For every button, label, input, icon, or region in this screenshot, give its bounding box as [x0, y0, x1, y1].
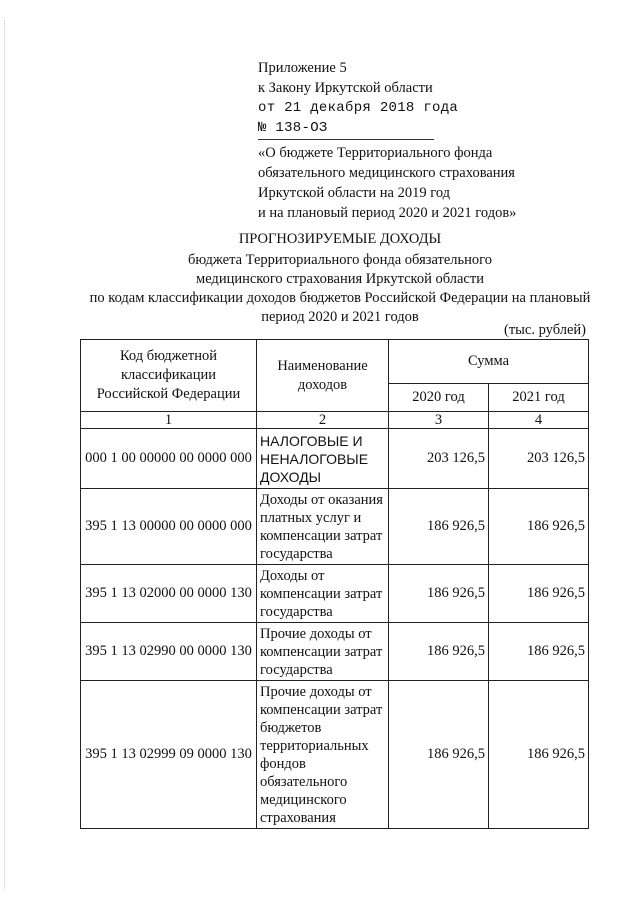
income-table [80, 339, 589, 829]
row-2020: 203 126,5 [389, 429, 489, 489]
annex-law-title-1: «О бюджете Территориального фонда [258, 145, 493, 161]
title-heading: ПРОГНОЗИРУЕМЫЕ ДОХОДЫ [238, 231, 442, 247]
page-margin-line [4, 20, 5, 890]
row-code: 395 1 13 00000 00 0000 000 [81, 489, 257, 565]
row-name: Доходы от оказания платных услуг и компенсации затрат государства [257, 489, 389, 565]
row-name: Прочие доходы от компенсации затрат государства [257, 623, 389, 681]
table-row [81, 681, 589, 829]
row-name: Доходы от компенсации затрат государства [257, 565, 389, 623]
row-2020: 186 926,5 [389, 489, 489, 565]
annex-law-title-2: обязательного медицинского страхования [258, 165, 515, 181]
title-line-3: медицинского страхования Иркутской области [196, 271, 484, 287]
annex-law-number: № 138-ОЗ [258, 120, 328, 136]
annex-date: от 21 декабря 2018 года [258, 100, 459, 116]
annex-block [258, 58, 598, 223]
table-row [81, 489, 589, 565]
row-code: 395 1 13 02999 09 0000 130 [81, 681, 257, 829]
row-2020: 186 926,5 [389, 565, 489, 623]
annex-law-ref: к Закону Иркутской области [258, 80, 433, 96]
title-line-4: по кодам классификации доходов бюджетов Российской Федерации на плановый [89, 290, 591, 306]
header-sum: Сумма [389, 340, 589, 384]
col-number: 4 [489, 412, 589, 429]
units-label: (тыс. рублей) [504, 322, 586, 338]
annex-underline [258, 139, 434, 140]
title-line-2: бюджета Территориального фонда обязательного [187, 252, 492, 268]
row-2020: 186 926,5 [389, 623, 489, 681]
row-2021: 186 926,5 [489, 623, 589, 681]
table-row [81, 429, 589, 489]
header-year-2021: 2021 год [489, 384, 589, 412]
row-2021: 203 126,5 [489, 429, 589, 489]
col-number: 1 [81, 412, 257, 429]
row-name: Прочие доходы от компенсации затрат бюджетов территориальных фондов обязательного медицинского страхования [257, 681, 389, 829]
column-numbers-row [81, 412, 589, 429]
row-name: НАЛОГОВЫЕ И НЕНАЛОГОВЫЕ ДОХОДЫ [257, 429, 389, 489]
annex-number: Приложение 5 [258, 60, 347, 76]
annex-law-title-3: Иркутской области на 2019 год [258, 185, 451, 201]
col-number: 2 [257, 412, 389, 429]
header-year-2020: 2020 год [389, 384, 489, 412]
table-row [81, 565, 589, 623]
col-number: 3 [389, 412, 489, 429]
row-code: 000 1 00 00000 00 0000 000 [81, 429, 257, 489]
row-2021: 186 926,5 [489, 565, 589, 623]
row-code: 395 1 13 02990 00 0000 130 [81, 623, 257, 681]
title-line-5: период 2020 и 2021 годов [261, 309, 419, 325]
row-2020: 186 926,5 [389, 681, 489, 829]
document-title [60, 230, 620, 327]
header-code: Код бюджетной классификации Российской Федерации [81, 340, 257, 412]
table-row [81, 623, 589, 681]
row-2021: 186 926,5 [489, 681, 589, 829]
header-name: Наименование доходов [257, 340, 389, 412]
annex-law-title-4: и на плановый период 2020 и 2021 годов» [258, 205, 517, 221]
row-2021: 186 926,5 [489, 489, 589, 565]
table-header-row [81, 340, 589, 384]
row-code: 395 1 13 02000 00 0000 130 [81, 565, 257, 623]
